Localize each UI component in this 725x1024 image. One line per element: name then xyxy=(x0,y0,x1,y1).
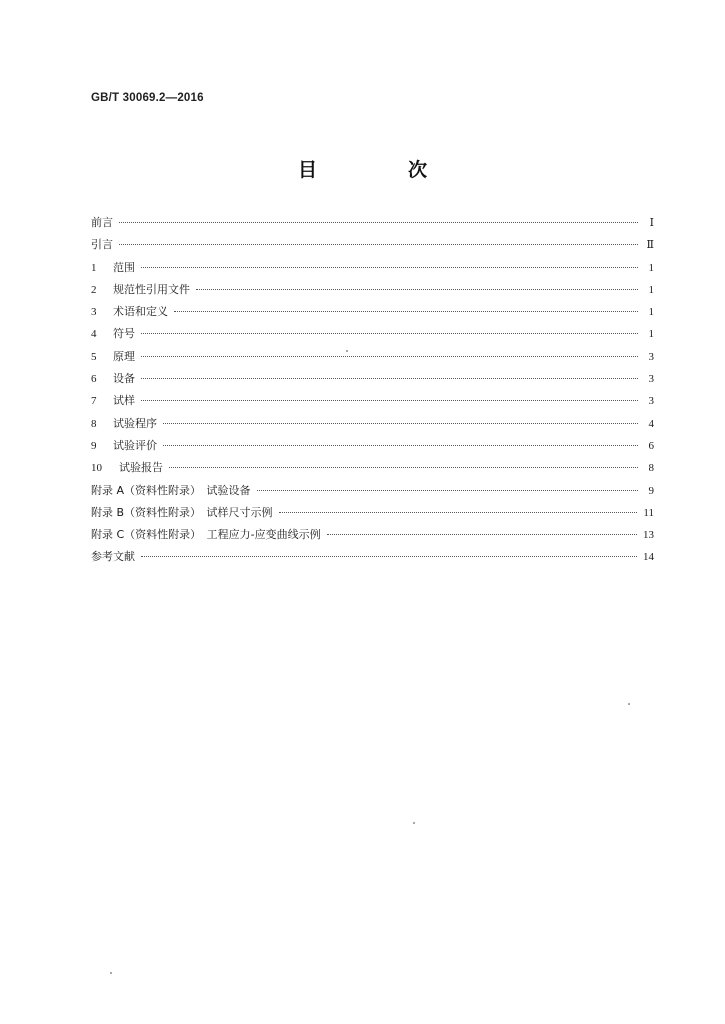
toc-entry[interactable] xyxy=(91,546,654,568)
dot-leader xyxy=(119,222,638,223)
dot-leader xyxy=(163,445,638,446)
toc-entry-page: Ⅱ xyxy=(646,239,654,252)
dot-leader xyxy=(141,556,637,557)
toc-entry-number: 7 xyxy=(91,395,97,408)
toc-entry-page: 13 xyxy=(643,529,654,542)
toc-entry-page: 3 xyxy=(648,350,654,363)
toc-entry[interactable] xyxy=(91,346,654,368)
dot-leader xyxy=(327,534,637,535)
toc-entry[interactable] xyxy=(91,257,654,279)
toc-entry[interactable] xyxy=(91,502,654,524)
scan-speck xyxy=(413,822,415,824)
toc-entry[interactable] xyxy=(91,413,654,435)
toc-entry-page: 1 xyxy=(648,283,654,296)
toc-entry-number: 10 xyxy=(91,462,102,475)
toc-entry[interactable] xyxy=(91,390,654,412)
toc-entry-label: 参考文献 xyxy=(91,550,135,564)
toc-entry-page: 4 xyxy=(648,417,654,430)
toc-entry-number: 3 xyxy=(91,306,97,319)
toc-entry-label: 试样 xyxy=(113,394,135,408)
dot-leader xyxy=(141,356,638,357)
dot-leader xyxy=(196,289,638,290)
toc-entry[interactable] xyxy=(91,524,654,546)
scan-speck xyxy=(110,972,112,974)
toc-entry-label: 范围 xyxy=(113,260,135,274)
toc-entry[interactable] xyxy=(91,301,654,323)
toc-entry-label: 附录 B（资料性附录） 试样尺寸示例 xyxy=(91,505,273,519)
toc-entry[interactable] xyxy=(91,234,654,256)
toc-entry-page: 6 xyxy=(648,439,654,452)
toc-entry[interactable] xyxy=(91,279,654,301)
dot-leader xyxy=(141,378,638,379)
toc-entry-label: 试验程序 xyxy=(113,416,157,430)
toc-entry-number: 9 xyxy=(91,439,97,452)
toc-entry-label: 术语和定义 xyxy=(113,305,168,319)
toc-entry-page: 1 xyxy=(648,306,654,319)
dot-leader xyxy=(141,400,638,401)
toc-entry-label: 试验评价 xyxy=(113,438,157,452)
toc-entry-number: 4 xyxy=(91,328,97,341)
toc-entry-page: 14 xyxy=(643,551,654,564)
dot-leader xyxy=(169,467,638,468)
toc-entry-label: 附录 C（资料性附录） 工程应力-应变曲线示例 xyxy=(91,528,321,542)
toc-entry-label: 引言 xyxy=(91,238,113,252)
toc-entry[interactable] xyxy=(91,368,654,390)
dot-leader xyxy=(257,490,638,491)
dot-leader xyxy=(174,311,638,312)
toc-entry-number: 5 xyxy=(91,350,97,363)
toc-entry-number: 1 xyxy=(91,261,97,274)
toc-entry[interactable] xyxy=(91,323,654,345)
toc-entry[interactable] xyxy=(91,457,654,479)
toc-entry-label: 符号 xyxy=(113,327,135,341)
toc-entry[interactable] xyxy=(91,480,654,502)
scan-speck xyxy=(346,350,348,352)
dot-leader xyxy=(141,267,638,268)
toc-entry-label: 试验报告 xyxy=(119,461,163,475)
toc-entry-number: 2 xyxy=(91,283,97,296)
scan-speck xyxy=(628,703,630,705)
toc-entry-page: 8 xyxy=(648,462,654,475)
toc-entry-label: 附录 A（资料性附录） 试验设备 xyxy=(91,483,251,497)
table-of-contents xyxy=(91,212,654,569)
toc-entry-number: 6 xyxy=(91,373,97,386)
toc-entry-label: 设备 xyxy=(113,372,135,386)
toc-entry-page: Ⅰ xyxy=(649,217,654,229)
toc-entry-label: 原理 xyxy=(113,349,135,363)
toc-entry-page: 1 xyxy=(648,328,654,341)
toc-entry[interactable] xyxy=(91,212,654,234)
page-title: 目 次 xyxy=(297,159,463,181)
dot-leader xyxy=(279,512,638,513)
toc-entry-page: 11 xyxy=(643,506,654,519)
toc-entry-page: 3 xyxy=(648,373,654,386)
toc-entry-page: 3 xyxy=(648,395,654,408)
toc-entry-label: 前言 xyxy=(91,216,113,229)
dot-leader xyxy=(141,333,638,334)
standard-code: GB/T 30069.2—2016 xyxy=(91,92,204,104)
toc-entry-number: 8 xyxy=(91,417,97,430)
dot-leader xyxy=(163,423,638,424)
toc-entry[interactable] xyxy=(91,435,654,457)
dot-leader xyxy=(119,244,638,245)
toc-entry-page: 9 xyxy=(648,484,654,497)
toc-entry-label: 规范性引用文件 xyxy=(113,282,190,296)
toc-entry-page: 1 xyxy=(648,261,654,274)
